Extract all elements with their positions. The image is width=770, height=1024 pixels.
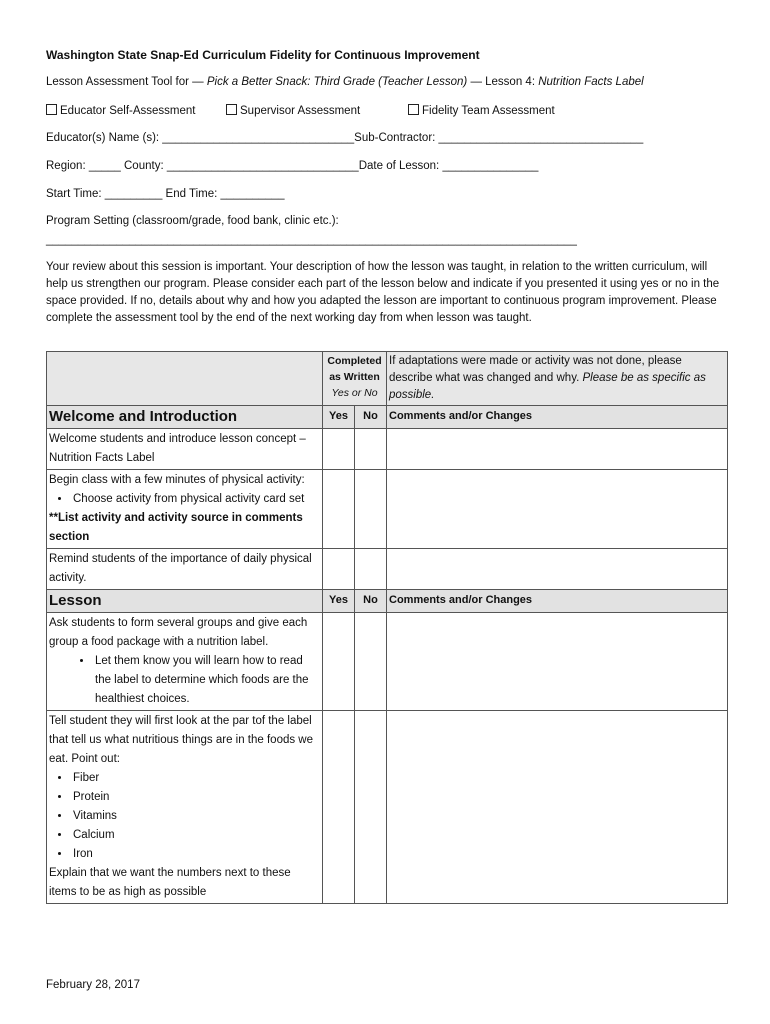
tool-prefix: Lesson Assessment Tool for — [46, 76, 207, 88]
checkbox-icon[interactable] [46, 104, 57, 115]
comments-column-label: Comments and/or Changes [387, 590, 728, 613]
option-educator-self-assessment[interactable] [46, 104, 226, 117]
checkbox-icon[interactable] [226, 104, 237, 115]
yes-column-label: Yes [323, 406, 355, 429]
tool-lesson-name: Pick a Better Snack: Third Grade (Teacher Lesson) [206, 76, 468, 88]
list-item: • Protein [71, 788, 320, 807]
comments-cell[interactable] [387, 429, 728, 470]
form-title: Washington State Snap-Ed Curriculum Fidelity for Continuous Improvement [46, 48, 480, 62]
table-header-row [47, 352, 728, 406]
table-row [47, 549, 728, 590]
header-blank-cell [47, 352, 323, 406]
activity-lead: Ask students to form several groups and give each group a food package with a nutrition label. [49, 617, 308, 648]
adapt-note: If adaptations were made or activity was not done, please describe what was changed and why. [389, 355, 682, 384]
option-label: Fidelity Team Assessment [422, 105, 555, 117]
assessment-type-options [46, 104, 555, 117]
option-supervisor-assessment[interactable] [226, 104, 408, 117]
table-row [47, 470, 728, 549]
table-row [47, 429, 728, 470]
list-item: • Let them know you will learn how to read the label to determine which foods are the healthiest choices. [93, 652, 320, 709]
table-row [47, 613, 728, 711]
activity-note: **List activity and activity source in comments section [49, 512, 303, 543]
footer-date: February 28, 2017 [46, 979, 140, 991]
no-column-label: No [355, 590, 387, 613]
activity-description: Remind students of the importance of daily physical activity. [47, 549, 323, 590]
yes-or-no-label: Yes or No [331, 387, 378, 399]
comments-cell[interactable] [387, 613, 728, 711]
no-cell[interactable] [355, 549, 387, 590]
completed-label: Completed as Written [327, 355, 382, 383]
yes-column-label: Yes [323, 590, 355, 613]
lesson-tool-line [46, 76, 644, 88]
activity-lead: Tell student they will first look at the par tof the label that tell us what nutritious things are in the foods we eat. Point out: [49, 715, 314, 765]
completed-as-written-header [323, 352, 387, 406]
intro-paragraph: Your review about this session is important. Your description of how the lesson was taught, in relation to the written curriculum, will help us strengthen our program. Please consider each part of the lesson below and indicate if you presented it using yes or no in the space provided. If no, details about why and how you adapted the lesson are important to continuous program improvement. Please complete the assessment tool by the end of the next working day from when lesson was taught. [46, 261, 720, 324]
program-setting-label: Program Setting (classroom/grade, food bank, clinic etc.): [46, 215, 339, 227]
section-title: Welcome and Introduction [47, 406, 323, 429]
option-label: Educator Self-Assessment [60, 105, 196, 117]
comments-column-label: Comments and/or Changes [387, 406, 728, 429]
section-title: Lesson [47, 590, 323, 613]
list-item: • Choose activity from physical activity card set [71, 490, 320, 509]
comments-cell[interactable] [387, 549, 728, 590]
no-cell[interactable] [355, 470, 387, 549]
list-item: • Vitamins [71, 807, 320, 826]
section-header-welcome [47, 406, 728, 429]
option-fidelity-team-assessment[interactable] [408, 104, 555, 117]
lesson-assessment-table [46, 351, 728, 904]
table-row [47, 711, 728, 904]
yes-cell[interactable] [323, 711, 355, 904]
adaptation-instructions [387, 352, 728, 406]
no-column-label: No [355, 406, 387, 429]
activity-description: Welcome students and introduce lesson concept – Nutrition Facts Label [47, 429, 323, 470]
region-county-date-field[interactable]: Region: _____ County: ______________________________Date of Lesson: _______________ [46, 160, 539, 172]
activity-lead: Begin class with a few minutes of physical activity: [49, 474, 305, 486]
no-cell[interactable] [355, 429, 387, 470]
yes-cell[interactable] [323, 549, 355, 590]
section-header-lesson [47, 590, 728, 613]
comments-cell[interactable] [387, 711, 728, 904]
tool-topic: Nutrition Facts Label [538, 76, 644, 88]
option-label: Supervisor Assessment [240, 105, 361, 117]
activity-description [47, 470, 323, 549]
yes-cell[interactable] [323, 429, 355, 470]
educator-subcontractor-field[interactable]: Educator(s) Name (s): ______________________________Sub-Contractor: ________________________________ [46, 132, 644, 144]
activity-description [47, 711, 323, 904]
activity-description [47, 613, 323, 711]
no-cell[interactable] [355, 711, 387, 904]
program-setting-line[interactable]: ___________________________________________________________________________________ [46, 234, 577, 246]
activity-tail: Explain that we want the numbers next to these items to be as high as possible [49, 867, 291, 898]
tool-mid: — Lesson 4: [467, 76, 539, 88]
list-item: • Iron [71, 845, 320, 864]
yes-cell[interactable] [323, 470, 355, 549]
yes-cell[interactable] [323, 613, 355, 711]
checkbox-icon[interactable] [408, 104, 419, 115]
comments-cell[interactable] [387, 470, 728, 549]
list-item: • Calcium [71, 826, 320, 845]
no-cell[interactable] [355, 613, 387, 711]
list-item: • Fiber [71, 769, 320, 788]
adapt-note-italic: Please be as specific as possible. [389, 372, 706, 401]
start-end-time-field[interactable]: Start Time: _________ End Time: __________ [46, 188, 285, 200]
